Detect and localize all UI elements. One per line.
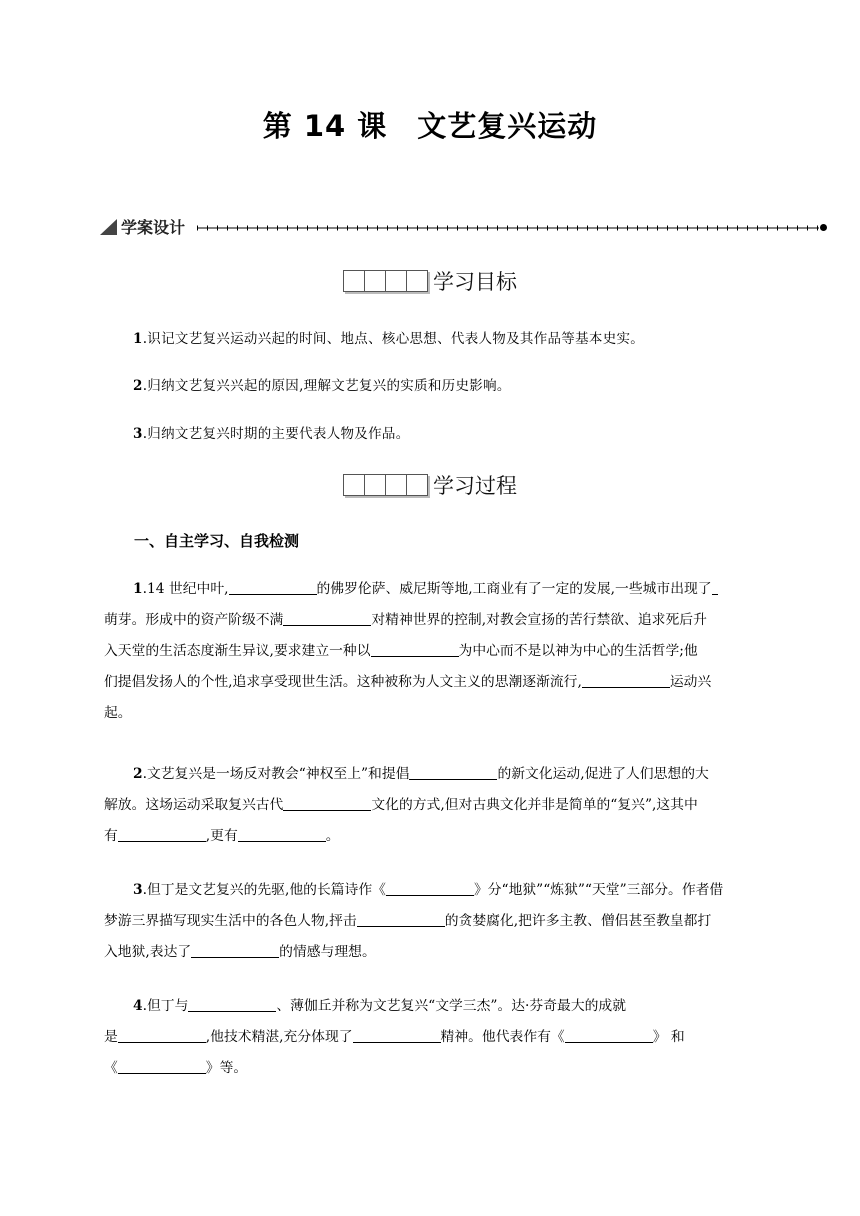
answer-blank (409, 765, 497, 780)
answer-blank (357, 912, 445, 927)
section-banner (100, 213, 830, 241)
answer-blank (118, 1028, 206, 1043)
process-heading-text: 学习过程 (433, 474, 517, 498)
objective-item-3: 3.归纳文艺复兴时期的主要代表人物及作品。 (133, 426, 410, 442)
question-4: 4.但丁与 、薄伽丘并称为文艺复兴“文学三杰”。达·芬奇最大的成就 是 ,他技术精湛,充分体现了 精神。他代表作有《 》 和 《 》等。 (104, 998, 685, 1076)
process-heading (0, 470, 860, 500)
answer-blank (283, 611, 371, 626)
page-title: 第 14 课 文艺复兴运动 (262, 109, 598, 143)
answer-blank (238, 827, 326, 842)
answer-blank (582, 673, 670, 688)
banner-end-dot-icon (820, 224, 827, 231)
answer-blank (371, 642, 459, 657)
banner-dotted-arrow-line (197, 225, 819, 231)
heading-boxes-icon (343, 474, 428, 496)
objectives-heading (0, 266, 860, 296)
banner-triangle-icon (100, 219, 117, 235)
question-2: 2.文艺复兴是一场反对教会“神权至上”和提倡 的新文化运动,促进了人们思想的大 解放。这场运动采取复兴古代 文化的方式,但对古典文化并非是简单的“复兴”,这其中 有 ,更有 。 (104, 766, 709, 844)
answer-blank (229, 580, 317, 595)
question-3: 3.但丁是文艺复兴的先驱,他的长篇诗作《 》分“地狱”“炼狱”“天堂”三部分。作者借 梦游三界描写现实生活中的各色人物,抨击 的贪婪腐化,把许多主教、僧侣甚至教皇都打 入地狱,表达了 的情感与理想。 (104, 882, 724, 960)
answer-blank (283, 796, 371, 811)
banner-label: 学案设计 (121, 218, 186, 237)
answer-blank (191, 943, 279, 958)
answer-blank (386, 881, 474, 896)
answer-blank (118, 1059, 206, 1074)
self-study-subheading: 一、自主学习、自我检测 (134, 532, 300, 550)
question-1: 1.14 世纪中叶, 的佛罗伦萨、威尼斯等地,工商业有了一定的发展,一些城市出现了 萌芽。形成中的资产阶级不满 对精神世界的控制,对教会宣扬的苦行禁欲、追求死后升 入天堂的生活态度渐生异议,要求建立一种以 为中心而不是以神为中心的生活哲学;他 们提倡发扬人的个性,追求享受现世生活。这种被称为人文主义的思潮逐渐流行, 运动兴 起。 (104, 574, 764, 729)
heading-boxes-icon (343, 270, 428, 292)
answer-blank (565, 1028, 653, 1043)
answer-blank (188, 997, 276, 1012)
answer-blank (353, 1028, 441, 1043)
objectives-heading-text: 学习目标 (433, 270, 517, 294)
objective-item-2: 2.归纳文艺复兴兴起的原因,理解文艺复兴的实质和历史影响。 (133, 378, 511, 394)
objective-item-1: 1.识记文艺复兴运动兴起的时间、地点、核心思想、代表人物及其作品等基本史实。 (133, 331, 645, 347)
answer-blank (712, 580, 718, 595)
answer-blank (118, 827, 206, 842)
